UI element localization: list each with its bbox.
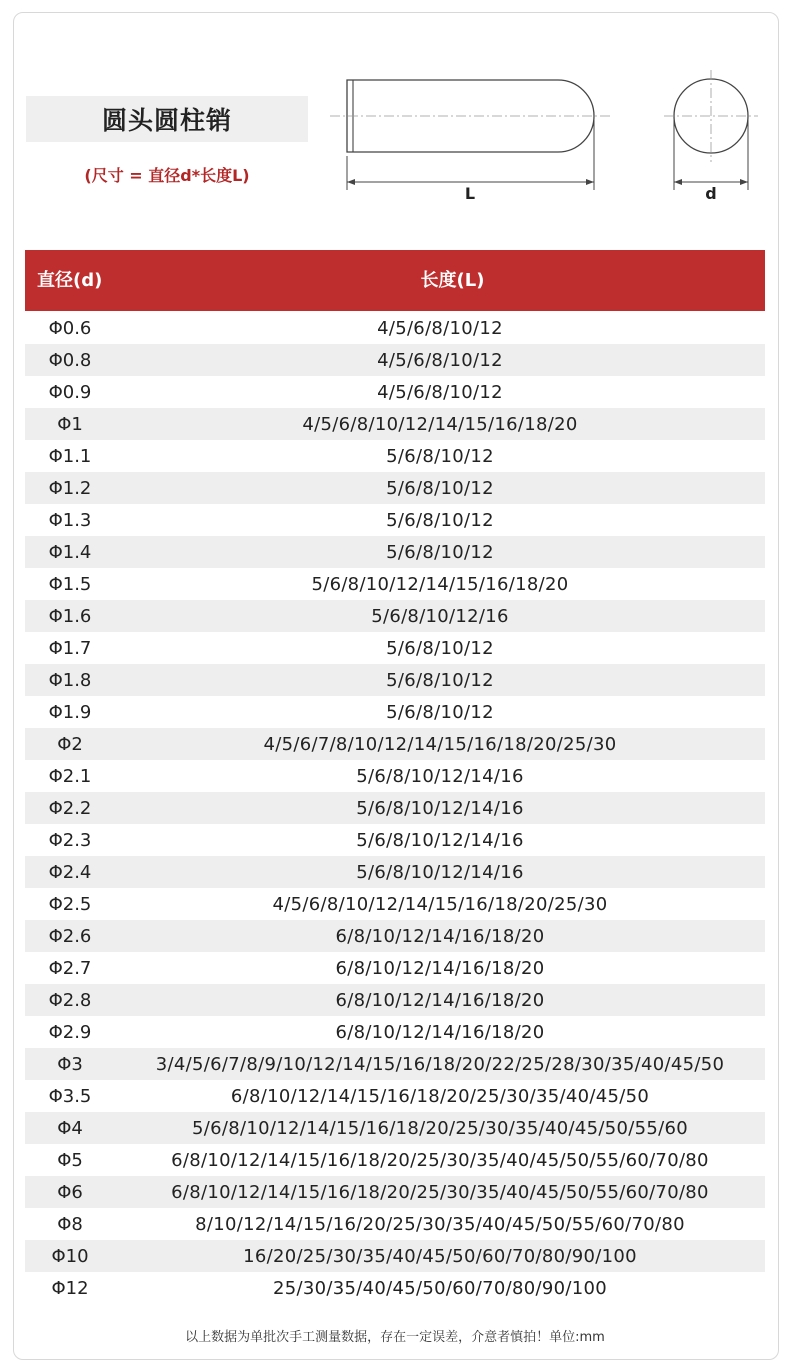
length-cell: 6/8/10/12/14/16/18/20 [335,989,545,1011]
diameter-cell: Φ1.2 [48,477,92,499]
length-cell: 5/6/8/10/12/16 [371,605,509,627]
diameter-cell: Φ0.8 [48,349,92,371]
header-diameter: 直径(d) [37,270,103,291]
product-title: 圆头圆柱销 [26,96,308,142]
length-cell: 4/5/6/8/10/12/14/15/16/18/20/25/30 [272,893,608,915]
length-cell: 5/6/8/10/12/14/16 [356,861,524,883]
header-length: 长度(L) [420,270,485,291]
table-row [25,824,765,856]
table-row [25,1112,765,1144]
diameter-cell: Φ12 [51,1277,89,1299]
table-row [25,472,765,504]
table-row [25,984,765,1016]
length-cell: 5/6/8/10/12 [386,541,494,563]
diameter-cell: Φ3 [57,1053,83,1075]
table-header [25,250,765,311]
table-row [25,952,765,984]
length-label: L [464,184,476,203]
length-cell: 6/8/10/12/14/15/16/18/20/25/30/35/40/45/50/55/60/70/80 [171,1149,709,1171]
length-cell: 4/5/6/7/8/10/12/14/15/16/18/20/25/30 [263,733,617,755]
diameter-cell: Φ4 [57,1117,83,1139]
diameter-label: d [705,184,717,203]
table-row [25,664,765,696]
diameter-cell: Φ1 [57,413,83,435]
length-cell: 6/8/10/12/14/16/18/20 [335,957,545,979]
diameter-cell: Φ3.5 [48,1085,92,1107]
size-table-body [25,312,765,1304]
table-row [25,408,765,440]
table-row [25,312,765,344]
table-row [25,440,765,472]
table-row [25,1240,765,1272]
length-cell: 5/6/8/10/12/14/16 [356,765,524,787]
length-cell: 5/6/8/10/12 [386,445,494,467]
diameter-cell: Φ2.5 [48,893,92,915]
length-cell: 5/6/8/10/12/14/15/16/18/20/25/30/35/40/45/50/55/60 [191,1117,689,1139]
length-cell: 5/6/8/10/12 [386,701,494,723]
diameter-cell: Φ10 [51,1245,89,1267]
table-row [25,792,765,824]
diameter-cell: Φ6 [57,1181,83,1203]
diameter-cell: Φ2.2 [48,797,92,819]
diameter-cell: Φ2.6 [48,925,92,947]
diameter-cell: Φ1.9 [48,701,92,723]
diameter-cell: Φ2.1 [48,765,92,787]
diameter-cell: Φ1.3 [48,509,92,531]
length-cell: 6/8/10/12/14/16/18/20 [335,1021,545,1043]
length-cell: 5/6/8/10/12 [386,637,494,659]
table-row [25,760,765,792]
size-formula-subtitle: (尺寸 = 直径d*长度L) [84,166,250,185]
pin-dimension-diagram [0,0,790,240]
length-cell: 8/10/12/14/15/16/20/25/30/35/40/45/50/55/60/70/80 [195,1213,685,1235]
table-row [25,920,765,952]
table-row [25,344,765,376]
table-row [25,376,765,408]
table-row [25,1272,765,1304]
diameter-cell: Φ8 [57,1213,83,1235]
diameter-cell: Φ1.1 [48,445,92,467]
length-cell: 5/6/8/10/12 [386,477,494,499]
measurement-note: 以上数据为单批次手工测量数据，存在一定误差，介意者慎拍！单位:mm [185,1330,605,1345]
diameter-cell: Φ1.5 [48,573,92,595]
table-row [25,728,765,760]
table-row [25,888,765,920]
diameter-cell: Φ1.7 [48,637,92,659]
length-cell: 16/20/25/30/35/40/45/50/60/70/80/90/100 [243,1245,637,1267]
length-cell: 6/8/10/12/14/16/18/20 [335,925,545,947]
diameter-cell: Φ1.4 [48,541,92,563]
length-cell: 6/8/10/12/14/15/16/18/20/25/30/35/40/45/50/55/60/70/80 [171,1181,709,1203]
length-cell: 5/6/8/10/12/14/16 [356,797,524,819]
table-row [25,1080,765,1112]
table-row [25,504,765,536]
diameter-cell: Φ2.7 [48,957,92,979]
length-cell: 4/5/6/8/10/12/14/15/16/18/20 [302,413,578,435]
diameter-cell: Φ0.9 [48,381,92,403]
length-cell: 3/4/5/6/7/8/9/10/12/14/15/16/18/20/22/25/28/30/35/40/45/50 [155,1053,725,1075]
table-row [25,1144,765,1176]
diameter-cell: Φ2.3 [48,829,92,851]
table-row [25,1208,765,1240]
length-cell: 5/6/8/10/12/14/15/16/18/20 [311,573,569,595]
length-cell: 4/5/6/8/10/12 [377,381,503,403]
table-row [25,856,765,888]
diameter-cell: Φ1.8 [48,669,92,691]
length-cell: 4/5/6/8/10/12 [377,349,503,371]
pin-end-view [664,70,758,162]
diameter-cell: Φ2.9 [48,1021,92,1043]
length-cell: 25/30/35/40/45/50/60/70/80/90/100 [273,1277,607,1299]
pin-side-view [330,80,612,152]
diameter-cell: Φ0.6 [48,317,92,339]
length-cell: 4/5/6/8/10/12 [377,317,503,339]
length-cell: 5/6/8/10/12 [386,669,494,691]
length-cell: 5/6/8/10/12/14/16 [356,829,524,851]
diameter-cell: Φ2 [57,733,83,755]
table-row [25,696,765,728]
diameter-cell: Φ5 [57,1149,83,1171]
table-row [25,536,765,568]
diameter-cell: Φ1.6 [48,605,92,627]
length-cell: 6/8/10/12/14/15/16/18/20/25/30/35/40/45/50 [230,1085,650,1107]
length-dimension [347,120,594,203]
table-row [25,568,765,600]
diameter-cell: Φ2.4 [48,861,92,883]
table-row [25,1048,765,1080]
table-row [25,1176,765,1208]
length-cell: 5/6/8/10/12 [386,509,494,531]
table-row [25,600,765,632]
diameter-cell: Φ2.8 [48,989,92,1011]
table-row [25,632,765,664]
table-row [25,1016,765,1048]
